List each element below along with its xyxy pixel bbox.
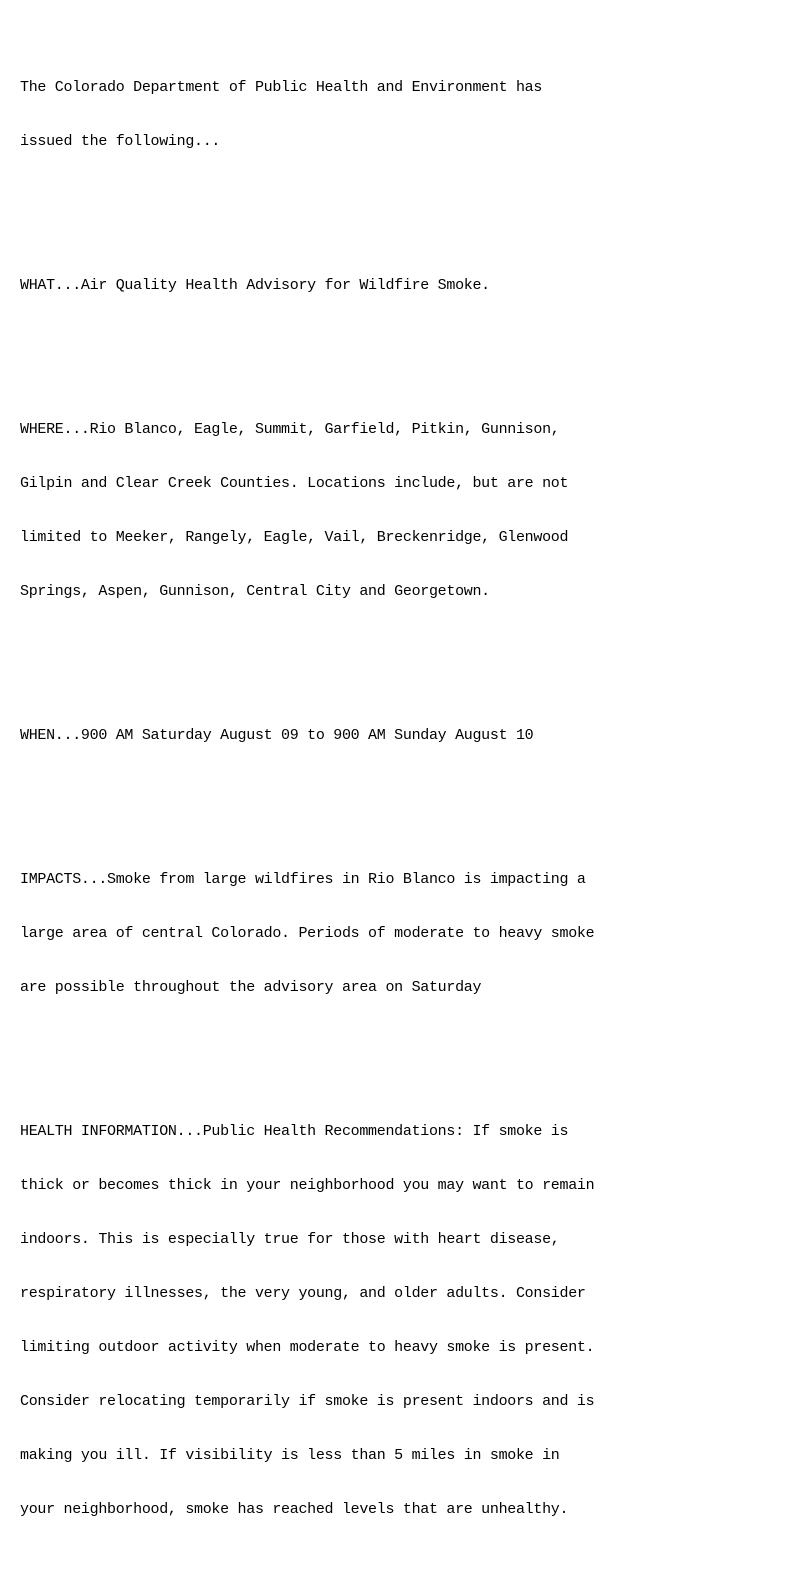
- impacts-paragraph: [20, 835, 594, 1033]
- text-line: HEALTH INFORMATION...Public Health Recommendations: If smoke is: [20, 1123, 569, 1140]
- text-line: thick or becomes thick in your neighborhood you may want to remain: [20, 1177, 595, 1194]
- text-line: your neighborhood, smoke has reached levels that are unhealthy.: [20, 1501, 569, 1518]
- intro-paragraph: [20, 43, 594, 187]
- text-line: Gilpin and Clear Creek Counties. Locations include, but are not: [20, 475, 569, 492]
- text-line: IMPACTS...Smoke from large wildfires in Rio Blanco is impacting a: [20, 871, 586, 888]
- text-line: WHAT...Air Quality Health Advisory for Wildfire Smoke.: [20, 277, 490, 294]
- when-paragraph: [20, 691, 594, 781]
- text-line: WHEN...900 AM Saturday August 09 to 900 AM Sunday August 10: [20, 727, 534, 744]
- text-line: limiting outdoor activity when moderate to heavy smoke is present.: [20, 1339, 595, 1356]
- text-line: making you ill. If visibility is less than 5 miles in smoke in: [20, 1447, 560, 1464]
- text-line: WHERE...Rio Blanco, Eagle, Summit, Garfield, Pitkin, Gunnison,: [20, 421, 560, 438]
- text-line: Consider relocating temporarily if smoke is present indoors and is: [20, 1393, 595, 1410]
- text-line: issued the following...: [20, 133, 221, 150]
- text-line: The Colorado Department of Public Health and Environment has: [20, 79, 543, 96]
- health-information-paragraph: [20, 1087, 594, 1555]
- advisory-document: [20, 7, 594, 1573]
- text-line: large area of central Colorado. Periods of moderate to heavy smoke: [20, 925, 595, 942]
- where-paragraph: [20, 385, 594, 637]
- text-line: are possible throughout the advisory area on Saturday: [20, 979, 482, 996]
- text-line: respiratory illnesses, the very young, and older adults. Consider: [20, 1285, 586, 1302]
- text-line: Springs, Aspen, Gunnison, Central City and Georgetown.: [20, 583, 490, 600]
- text-line: limited to Meeker, Rangely, Eagle, Vail, Breckenridge, Glenwood: [20, 529, 569, 546]
- text-line: indoors. This is especially true for those with heart disease,: [20, 1231, 560, 1248]
- what-paragraph: [20, 241, 594, 331]
